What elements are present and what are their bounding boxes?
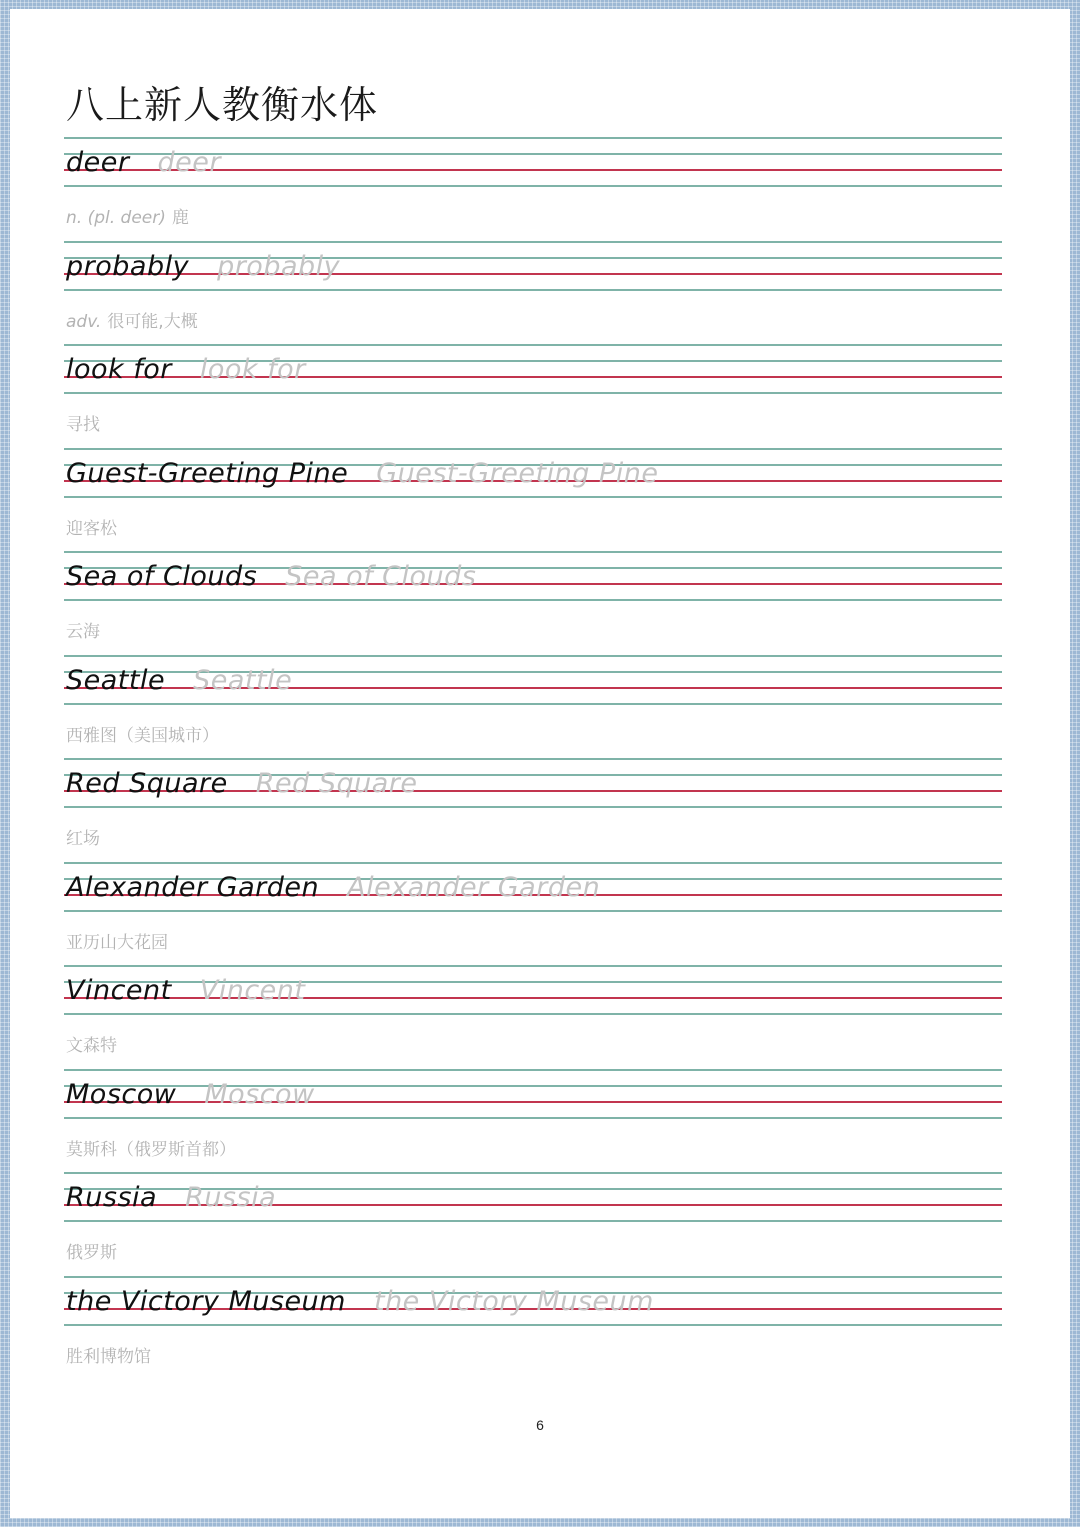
page-number: 6 — [536, 1417, 544, 1433]
chinese-meaning: 很可能,大概 — [107, 311, 198, 332]
guide-line — [64, 1172, 1002, 1174]
trace-word: Seattle — [193, 664, 293, 696]
word-meaning — [66, 1135, 236, 1160]
writing-row — [66, 454, 658, 494]
vocab-word: Guest-Greeting Pine — [66, 457, 349, 489]
trace-word: Russia — [185, 1182, 277, 1213]
trace-word: the Victory Museum — [373, 1285, 654, 1317]
word-meaning — [66, 1031, 117, 1056]
guide-line — [64, 241, 1002, 243]
vocab-entry — [64, 241, 1004, 345]
part-of-speech: n. (pl. deer) — [66, 208, 166, 228]
writing-row — [66, 764, 418, 804]
guide-line — [64, 1220, 1002, 1222]
guide-line — [64, 806, 1002, 808]
vocab-word: the Victory Museum — [66, 1285, 346, 1317]
vocab-entry — [64, 965, 1004, 1069]
vocab-entry — [64, 1172, 1004, 1276]
word-meaning — [66, 514, 117, 539]
trace-word: Red Square — [255, 768, 418, 799]
chinese-meaning: 迎客松 — [66, 518, 117, 539]
vocab-word: Sea of Clouds — [66, 561, 258, 592]
vocab-entry — [64, 1276, 1004, 1380]
chinese-meaning: 鹿 — [171, 208, 189, 228]
chinese-meaning: 胜利博物馆 — [66, 1346, 151, 1367]
vocab-entry — [64, 862, 1004, 966]
writing-row — [66, 350, 306, 390]
vocab-entry — [64, 758, 1004, 862]
guide-line — [64, 551, 1002, 553]
writing-row — [66, 868, 600, 908]
vocab-word: Moscow — [66, 1078, 177, 1110]
guide-line — [64, 655, 1002, 657]
vocab-word: Seattle — [66, 664, 166, 696]
vocab-word: probably — [66, 250, 190, 282]
word-meaning — [66, 928, 168, 953]
writing-row — [66, 661, 292, 701]
word-meaning — [66, 203, 189, 228]
guide-line — [64, 965, 1002, 967]
writing-row — [66, 1282, 654, 1322]
trace-word: probably — [217, 250, 341, 282]
vocab-entry — [64, 344, 1004, 448]
chinese-meaning: 红场 — [66, 829, 100, 849]
vocab-entry — [64, 551, 1004, 655]
writing-row — [66, 1178, 276, 1218]
chinese-meaning: 文森特 — [66, 1036, 117, 1056]
trace-word: Sea of Clouds — [285, 561, 477, 592]
vocab-entry — [64, 1069, 1004, 1173]
guide-line — [64, 496, 1002, 498]
guide-line — [64, 1069, 1002, 1071]
word-meaning — [66, 1238, 117, 1263]
trace-word: Vincent — [199, 975, 306, 1006]
guide-line — [64, 910, 1002, 912]
writing-row — [66, 971, 306, 1011]
vocab-entry — [64, 137, 1004, 241]
trace-word: Moscow — [204, 1078, 315, 1110]
guide-line — [64, 344, 1002, 346]
word-meaning — [66, 617, 100, 642]
trace-word: Guest-Greeting Pine — [376, 457, 659, 489]
word-meaning — [66, 824, 100, 849]
vocab-entry — [64, 655, 1004, 759]
guide-line — [64, 758, 1002, 760]
vocab-word: Alexander Garden — [66, 871, 320, 903]
writing-row — [66, 247, 340, 287]
vocab-word: Red Square — [66, 768, 228, 799]
guide-line — [64, 1276, 1002, 1278]
guide-line — [64, 392, 1002, 394]
chinese-meaning: 云海 — [66, 622, 100, 642]
guide-line — [64, 599, 1002, 601]
vocab-entry — [64, 448, 1004, 552]
page-title: 八上新人教衡水体 — [66, 83, 379, 127]
trace-word: look for — [199, 354, 306, 385]
vocab-word: Vincent — [66, 975, 172, 1006]
word-meaning — [66, 307, 198, 332]
trace-word: deer — [157, 147, 221, 178]
word-meaning — [66, 1342, 151, 1367]
worksheet-page — [10, 9, 1070, 1518]
vocab-word: look for — [66, 354, 172, 385]
chinese-meaning: 亚历山大花园 — [66, 932, 168, 953]
writing-row — [66, 1075, 315, 1115]
guide-line — [64, 185, 1002, 187]
trace-word: Alexander Garden — [347, 871, 601, 903]
word-meaning — [66, 721, 219, 746]
guide-line — [64, 448, 1002, 450]
writing-row — [66, 143, 221, 183]
writing-row — [66, 557, 476, 597]
chinese-meaning: 寻找 — [66, 415, 100, 435]
guide-line — [64, 289, 1002, 291]
chinese-meaning: 俄罗斯 — [66, 1243, 117, 1263]
guide-line — [64, 862, 1002, 864]
guide-line — [64, 703, 1002, 705]
chinese-meaning: 莫斯科（俄罗斯首都） — [66, 1139, 236, 1160]
word-meaning — [66, 410, 100, 435]
part-of-speech: adv. — [66, 311, 102, 332]
vocab-word: deer — [66, 147, 130, 178]
guide-line — [64, 1324, 1002, 1326]
chinese-meaning: 西雅图（美国城市） — [66, 725, 219, 746]
guide-line — [64, 1013, 1002, 1015]
vocab-word: Russia — [66, 1182, 158, 1213]
guide-line — [64, 137, 1002, 139]
guide-line — [64, 1117, 1002, 1119]
